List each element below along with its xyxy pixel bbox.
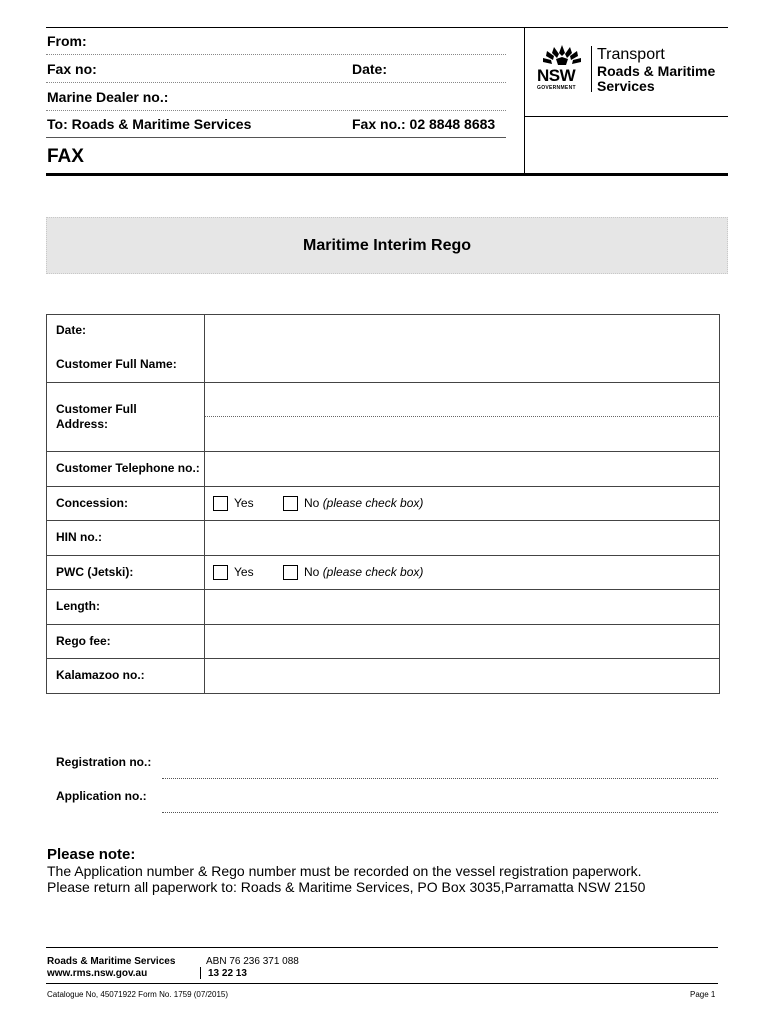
fax-no-label: Fax no: — [47, 61, 97, 77]
footer-top-rule — [46, 947, 718, 948]
waratah-icon — [541, 44, 583, 66]
kalamazoo-input[interactable] — [206, 659, 718, 692]
logo-box-rule — [524, 116, 728, 117]
footer-catalogue: Catalogue No, 45071922 Form No. 1759 (07/2015) — [47, 990, 229, 999]
pwc-yes-checkbox[interactable] — [213, 565, 228, 580]
date-field-label: Date: — [56, 323, 87, 337]
table-column-divider — [204, 314, 205, 694]
kalamazoo-label: Kalamazoo no.: — [56, 668, 145, 682]
pwc-hint: (please check box) — [322, 565, 424, 579]
application-no-input[interactable] — [162, 790, 718, 811]
marine-dealer-label: Marine Dealer no.: — [47, 89, 169, 105]
address-input-line2[interactable] — [206, 417, 718, 450]
footer-org: Roads & Maritime Services — [47, 956, 176, 967]
hin-label: HIN no.: — [56, 530, 102, 544]
concession-no-option — [304, 496, 423, 510]
footer-abn: ABN 76 236 371 088 — [206, 956, 299, 967]
customer-address-label-2: Address: — [56, 417, 109, 431]
registration-no-label: Registration no.: — [56, 755, 152, 769]
customer-telephone-label: Customer Telephone no.: — [56, 461, 200, 475]
address-input-line1[interactable] — [206, 383, 718, 416]
rego-fee-label: Rego fee: — [56, 634, 111, 648]
header-top-rule — [46, 27, 728, 28]
pwc-yes-label: Yes — [234, 565, 254, 579]
logo-rms-line2: Services — [597, 78, 655, 94]
footer-separator — [200, 967, 201, 979]
footer-page-number: Page 1 — [690, 990, 716, 999]
date-label: Date: — [352, 61, 388, 77]
concession-label: Concession: — [56, 496, 129, 510]
to-line — [46, 137, 506, 138]
application-no-label: Application no.: — [56, 789, 147, 803]
registration-no-line — [162, 778, 718, 779]
form-title: Maritime Interim Rego — [302, 236, 472, 254]
fax-to-label: Fax no.: 02 8848 8683 — [352, 116, 496, 132]
header-bottom-rule — [46, 173, 728, 176]
concession-no-checkbox[interactable] — [283, 496, 298, 511]
nsw-transport-logo — [537, 44, 727, 96]
concession-yes-label: Yes — [234, 496, 254, 510]
customer-address-label-1: Customer Full — [56, 402, 137, 416]
telephone-input[interactable] — [206, 452, 718, 485]
customer-name-label: Customer Full Name: — [56, 357, 177, 371]
hin-input[interactable] — [206, 521, 718, 554]
note-line-2: Please return all paperwork to: Roads & Maritime Services, PO Box 3035,Parramatta NSW 2150 — [47, 879, 646, 895]
registration-no-input[interactable] — [162, 756, 718, 777]
logo-nsw-text: NSW — [537, 66, 576, 85]
concession-hint: (please check box) — [322, 496, 424, 510]
concession-yes-checkbox[interactable] — [213, 496, 228, 511]
pwc-no-option — [304, 565, 423, 579]
concession-no-label: No — [304, 496, 320, 510]
form-title-banner — [46, 217, 728, 274]
marine-dealer-line — [46, 110, 506, 111]
pwc-no-checkbox[interactable] — [283, 565, 298, 580]
row-divider — [46, 486, 720, 487]
logo-government-text: GOVERNMENT — [537, 85, 576, 91]
rego-fee-input[interactable] — [206, 625, 718, 658]
footer-website[interactable]: www.rms.nsw.gov.au — [47, 968, 148, 979]
document-type-title: FAX — [47, 146, 84, 167]
logo-transport-text: Transport — [597, 46, 665, 63]
to-label: To: Roads & Maritime Services — [47, 116, 252, 132]
note-title: Please note: — [47, 846, 136, 863]
from-label: From: — [47, 33, 87, 49]
footer-phone: 13 22 13 — [208, 968, 247, 979]
logo-rms-line1: Roads & Maritime — [597, 63, 716, 79]
row-divider — [46, 555, 720, 556]
header-divider — [524, 27, 525, 174]
note-line-1: The Application number & Rego number must be recorded on the vessel registration paperwork. — [47, 863, 642, 879]
pwc-label: PWC (Jetski): — [56, 565, 134, 579]
pwc-no-label: No — [304, 565, 320, 579]
logo-separator — [591, 46, 592, 92]
length-label: Length: — [56, 599, 100, 613]
length-input[interactable] — [206, 590, 718, 623]
fax-line — [46, 82, 506, 83]
from-line — [46, 54, 506, 55]
footer-bottom-rule — [46, 983, 718, 984]
date-name-input[interactable] — [206, 315, 718, 382]
application-no-line — [162, 812, 718, 813]
